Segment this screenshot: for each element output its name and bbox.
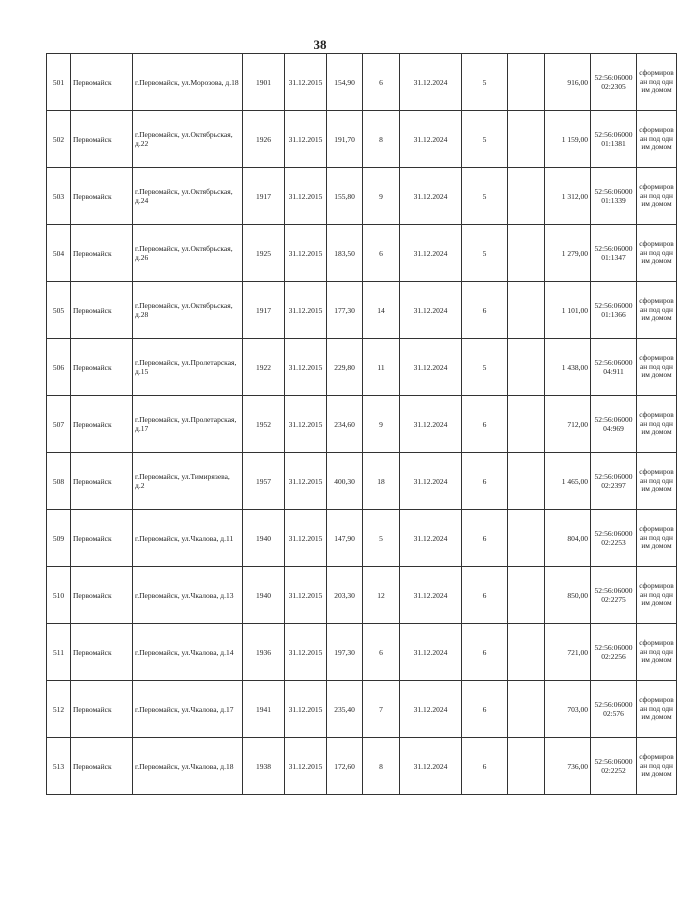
- start-date-cell: 31.12.2015: [285, 111, 327, 168]
- row-number-cell: 502: [47, 111, 71, 168]
- blank-cell-cell: [508, 111, 545, 168]
- blank-cell-cell: [508, 738, 545, 795]
- build-year-cell: 1941: [243, 681, 285, 738]
- end-date-cell: 31.12.2024: [400, 339, 462, 396]
- blank-cell-cell: [508, 168, 545, 225]
- start-date-cell: 31.12.2015: [285, 54, 327, 111]
- table-row: [47, 681, 677, 738]
- build-year-cell: 1936: [243, 624, 285, 681]
- table-row: [47, 339, 677, 396]
- area-cell: 203,30: [327, 567, 363, 624]
- residents-count-cell: 8: [363, 738, 400, 795]
- term-cell: 6: [462, 738, 508, 795]
- end-date-cell: 31.12.2024: [400, 510, 462, 567]
- cadastral-number-cell: 52:56:0600001:1339: [591, 168, 637, 225]
- start-date-cell: 31.12.2015: [285, 738, 327, 795]
- note-cell: сформирован под одним домом: [637, 282, 677, 339]
- note-cell: сформирован под одним домом: [637, 510, 677, 567]
- blank-cell-cell: [508, 624, 545, 681]
- end-date-cell: 31.12.2024: [400, 738, 462, 795]
- blank-cell-cell: [508, 453, 545, 510]
- table-row: [47, 282, 677, 339]
- build-year-cell: 1957: [243, 453, 285, 510]
- note-cell: сформирован под одним домом: [637, 624, 677, 681]
- start-date-cell: 31.12.2015: [285, 567, 327, 624]
- area-cell: 154,90: [327, 54, 363, 111]
- cadastral-number-cell: 52:56:0600004:911: [591, 339, 637, 396]
- locality-cell: Первомайск: [71, 282, 133, 339]
- table-row: [47, 396, 677, 453]
- note-cell: сформирован под одним домом: [637, 168, 677, 225]
- term-cell: 5: [462, 54, 508, 111]
- table-row: [47, 111, 677, 168]
- area-cell: 229,80: [327, 339, 363, 396]
- start-date-cell: 31.12.2015: [285, 225, 327, 282]
- term-cell: 5: [462, 111, 508, 168]
- row-number-cell: 504: [47, 225, 71, 282]
- address-cell: г.Первомайск, ул.Чкалова, д.13: [133, 567, 243, 624]
- locality-cell: Первомайск: [71, 54, 133, 111]
- note-cell: сформирован под одним домом: [637, 111, 677, 168]
- table-row: [47, 567, 677, 624]
- end-date-cell: 31.12.2024: [400, 567, 462, 624]
- build-year-cell: 1938: [243, 738, 285, 795]
- term-cell: 6: [462, 282, 508, 339]
- blank-cell-cell: [508, 339, 545, 396]
- note-cell: сформирован под одним домом: [637, 681, 677, 738]
- table-row: [47, 453, 677, 510]
- locality-cell: Первомайск: [71, 453, 133, 510]
- cadastral-number-cell: 52:56:0600002:2253: [591, 510, 637, 567]
- housing-registry-table: [46, 53, 677, 795]
- end-date-cell: 31.12.2024: [400, 111, 462, 168]
- note-cell: сформирован под одним домом: [637, 396, 677, 453]
- build-year-cell: 1925: [243, 225, 285, 282]
- start-date-cell: 31.12.2015: [285, 282, 327, 339]
- area-cell: 183,50: [327, 225, 363, 282]
- table-row: [47, 624, 677, 681]
- area-cell: 191,70: [327, 111, 363, 168]
- address-cell: г.Первомайск, ул.Пролетарская, д.17: [133, 396, 243, 453]
- cadastral-number-cell: 52:56:0600002:576: [591, 681, 637, 738]
- amount-cell: 1 465,00: [545, 453, 591, 510]
- row-number-cell: 505: [47, 282, 71, 339]
- locality-cell: Первомайск: [71, 339, 133, 396]
- note-cell: сформирован под одним домом: [637, 225, 677, 282]
- table-row: [47, 738, 677, 795]
- blank-cell-cell: [508, 510, 545, 567]
- cadastral-number-cell: 52:56:0600002:2252: [591, 738, 637, 795]
- residents-count-cell: 11: [363, 339, 400, 396]
- residents-count-cell: 6: [363, 225, 400, 282]
- row-number-cell: 503: [47, 168, 71, 225]
- locality-cell: Первомайск: [71, 624, 133, 681]
- end-date-cell: 31.12.2024: [400, 624, 462, 681]
- build-year-cell: 1917: [243, 282, 285, 339]
- blank-cell-cell: [508, 396, 545, 453]
- table-row: [47, 510, 677, 567]
- cadastral-number-cell: 52:56:0600004:969: [591, 396, 637, 453]
- build-year-cell: 1917: [243, 168, 285, 225]
- area-cell: 172,60: [327, 738, 363, 795]
- build-year-cell: 1940: [243, 567, 285, 624]
- area-cell: 155,80: [327, 168, 363, 225]
- table-row: [47, 168, 677, 225]
- amount-cell: 721,00: [545, 624, 591, 681]
- row-number-cell: 511: [47, 624, 71, 681]
- amount-cell: 804,00: [545, 510, 591, 567]
- term-cell: 5: [462, 225, 508, 282]
- start-date-cell: 31.12.2015: [285, 453, 327, 510]
- build-year-cell: 1952: [243, 396, 285, 453]
- start-date-cell: 31.12.2015: [285, 510, 327, 567]
- area-cell: 197,30: [327, 624, 363, 681]
- residents-count-cell: 6: [363, 54, 400, 111]
- term-cell: 6: [462, 567, 508, 624]
- note-cell: сформирован под одним домом: [637, 453, 677, 510]
- amount-cell: 916,00: [545, 54, 591, 111]
- residents-count-cell: 6: [363, 624, 400, 681]
- address-cell: г.Первомайск, ул.Морозова, д.18: [133, 54, 243, 111]
- row-number-cell: 513: [47, 738, 71, 795]
- residents-count-cell: 8: [363, 111, 400, 168]
- address-cell: г.Первомайск, ул.Чкалова, д.18: [133, 738, 243, 795]
- row-number-cell: 501: [47, 54, 71, 111]
- build-year-cell: 1926: [243, 111, 285, 168]
- residents-count-cell: 14: [363, 282, 400, 339]
- end-date-cell: 31.12.2024: [400, 54, 462, 111]
- start-date-cell: 31.12.2015: [285, 624, 327, 681]
- term-cell: 6: [462, 510, 508, 567]
- start-date-cell: 31.12.2015: [285, 168, 327, 225]
- amount-cell: 1 159,00: [545, 111, 591, 168]
- address-cell: г.Первомайск, ул.Октябрьская, д.26: [133, 225, 243, 282]
- residents-count-cell: 18: [363, 453, 400, 510]
- address-cell: г.Первомайск, ул.Чкалова, д.17: [133, 681, 243, 738]
- end-date-cell: 31.12.2024: [400, 681, 462, 738]
- amount-cell: 712,00: [545, 396, 591, 453]
- locality-cell: Первомайск: [71, 510, 133, 567]
- amount-cell: 1 312,00: [545, 168, 591, 225]
- note-cell: сформирован под одним домом: [637, 54, 677, 111]
- address-cell: г.Первомайск, ул.Октябрьская, д.28: [133, 282, 243, 339]
- row-number-cell: 508: [47, 453, 71, 510]
- locality-cell: Первомайск: [71, 681, 133, 738]
- blank-cell-cell: [508, 567, 545, 624]
- table-row: [47, 225, 677, 282]
- row-number-cell: 506: [47, 339, 71, 396]
- amount-cell: 703,00: [545, 681, 591, 738]
- build-year-cell: 1922: [243, 339, 285, 396]
- note-cell: сформирован под одним домом: [637, 339, 677, 396]
- cadastral-number-cell: 52:56:0600002:2397: [591, 453, 637, 510]
- row-number-cell: 507: [47, 396, 71, 453]
- amount-cell: 736,00: [545, 738, 591, 795]
- term-cell: 6: [462, 453, 508, 510]
- address-cell: г.Первомайск, ул.Октябрьская, д.24: [133, 168, 243, 225]
- table-row: [47, 54, 677, 111]
- start-date-cell: 31.12.2015: [285, 339, 327, 396]
- end-date-cell: 31.12.2024: [400, 225, 462, 282]
- address-cell: г.Первомайск, ул.Тимирязева, д.2: [133, 453, 243, 510]
- start-date-cell: 31.12.2015: [285, 396, 327, 453]
- note-cell: сформирован под одним домом: [637, 738, 677, 795]
- residents-count-cell: 7: [363, 681, 400, 738]
- end-date-cell: 31.12.2024: [400, 282, 462, 339]
- build-year-cell: 1901: [243, 54, 285, 111]
- cadastral-number-cell: 52:56:0600002:2305: [591, 54, 637, 111]
- term-cell: 6: [462, 681, 508, 738]
- locality-cell: Первомайск: [71, 168, 133, 225]
- cadastral-number-cell: 52:56:0600001:1381: [591, 111, 637, 168]
- cadastral-number-cell: 52:56:0600002:2275: [591, 567, 637, 624]
- blank-cell-cell: [508, 681, 545, 738]
- blank-cell-cell: [508, 225, 545, 282]
- term-cell: 6: [462, 396, 508, 453]
- cadastral-number-cell: 52:56:0600002:2256: [591, 624, 637, 681]
- row-number-cell: 509: [47, 510, 71, 567]
- blank-cell-cell: [508, 282, 545, 339]
- cadastral-number-cell: 52:56:0600001:1366: [591, 282, 637, 339]
- start-date-cell: 31.12.2015: [285, 681, 327, 738]
- end-date-cell: 31.12.2024: [400, 168, 462, 225]
- residents-count-cell: 12: [363, 567, 400, 624]
- address-cell: г.Первомайск, ул.Октябрьская, д.22: [133, 111, 243, 168]
- amount-cell: 1 279,00: [545, 225, 591, 282]
- residents-count-cell: 5: [363, 510, 400, 567]
- area-cell: 177,30: [327, 282, 363, 339]
- address-cell: г.Первомайск, ул.Чкалова, д.11: [133, 510, 243, 567]
- residents-count-cell: 9: [363, 396, 400, 453]
- end-date-cell: 31.12.2024: [400, 453, 462, 510]
- term-cell: 5: [462, 339, 508, 396]
- address-cell: г.Первомайск, ул.Чкалова, д.14: [133, 624, 243, 681]
- area-cell: 400,30: [327, 453, 363, 510]
- term-cell: 6: [462, 624, 508, 681]
- amount-cell: 1 101,00: [545, 282, 591, 339]
- amount-cell: 1 438,00: [545, 339, 591, 396]
- note-cell: сформирован под одним домом: [637, 567, 677, 624]
- area-cell: 235,40: [327, 681, 363, 738]
- locality-cell: Первомайск: [71, 225, 133, 282]
- end-date-cell: 31.12.2024: [400, 396, 462, 453]
- cadastral-number-cell: 52:56:0600001:1347: [591, 225, 637, 282]
- row-number-cell: 510: [47, 567, 71, 624]
- table-body: [47, 54, 677, 795]
- amount-cell: 850,00: [545, 567, 591, 624]
- locality-cell: Первомайск: [71, 738, 133, 795]
- locality-cell: Первомайск: [71, 567, 133, 624]
- locality-cell: Первомайск: [71, 111, 133, 168]
- locality-cell: Первомайск: [71, 396, 133, 453]
- area-cell: 234,60: [327, 396, 363, 453]
- page-number: 38: [313, 37, 327, 52]
- blank-cell-cell: [508, 54, 545, 111]
- build-year-cell: 1940: [243, 510, 285, 567]
- term-cell: 5: [462, 168, 508, 225]
- row-number-cell: 512: [47, 681, 71, 738]
- area-cell: 147,90: [327, 510, 363, 567]
- address-cell: г.Первомайск, ул.Пролетарская, д.15: [133, 339, 243, 396]
- residents-count-cell: 9: [363, 168, 400, 225]
